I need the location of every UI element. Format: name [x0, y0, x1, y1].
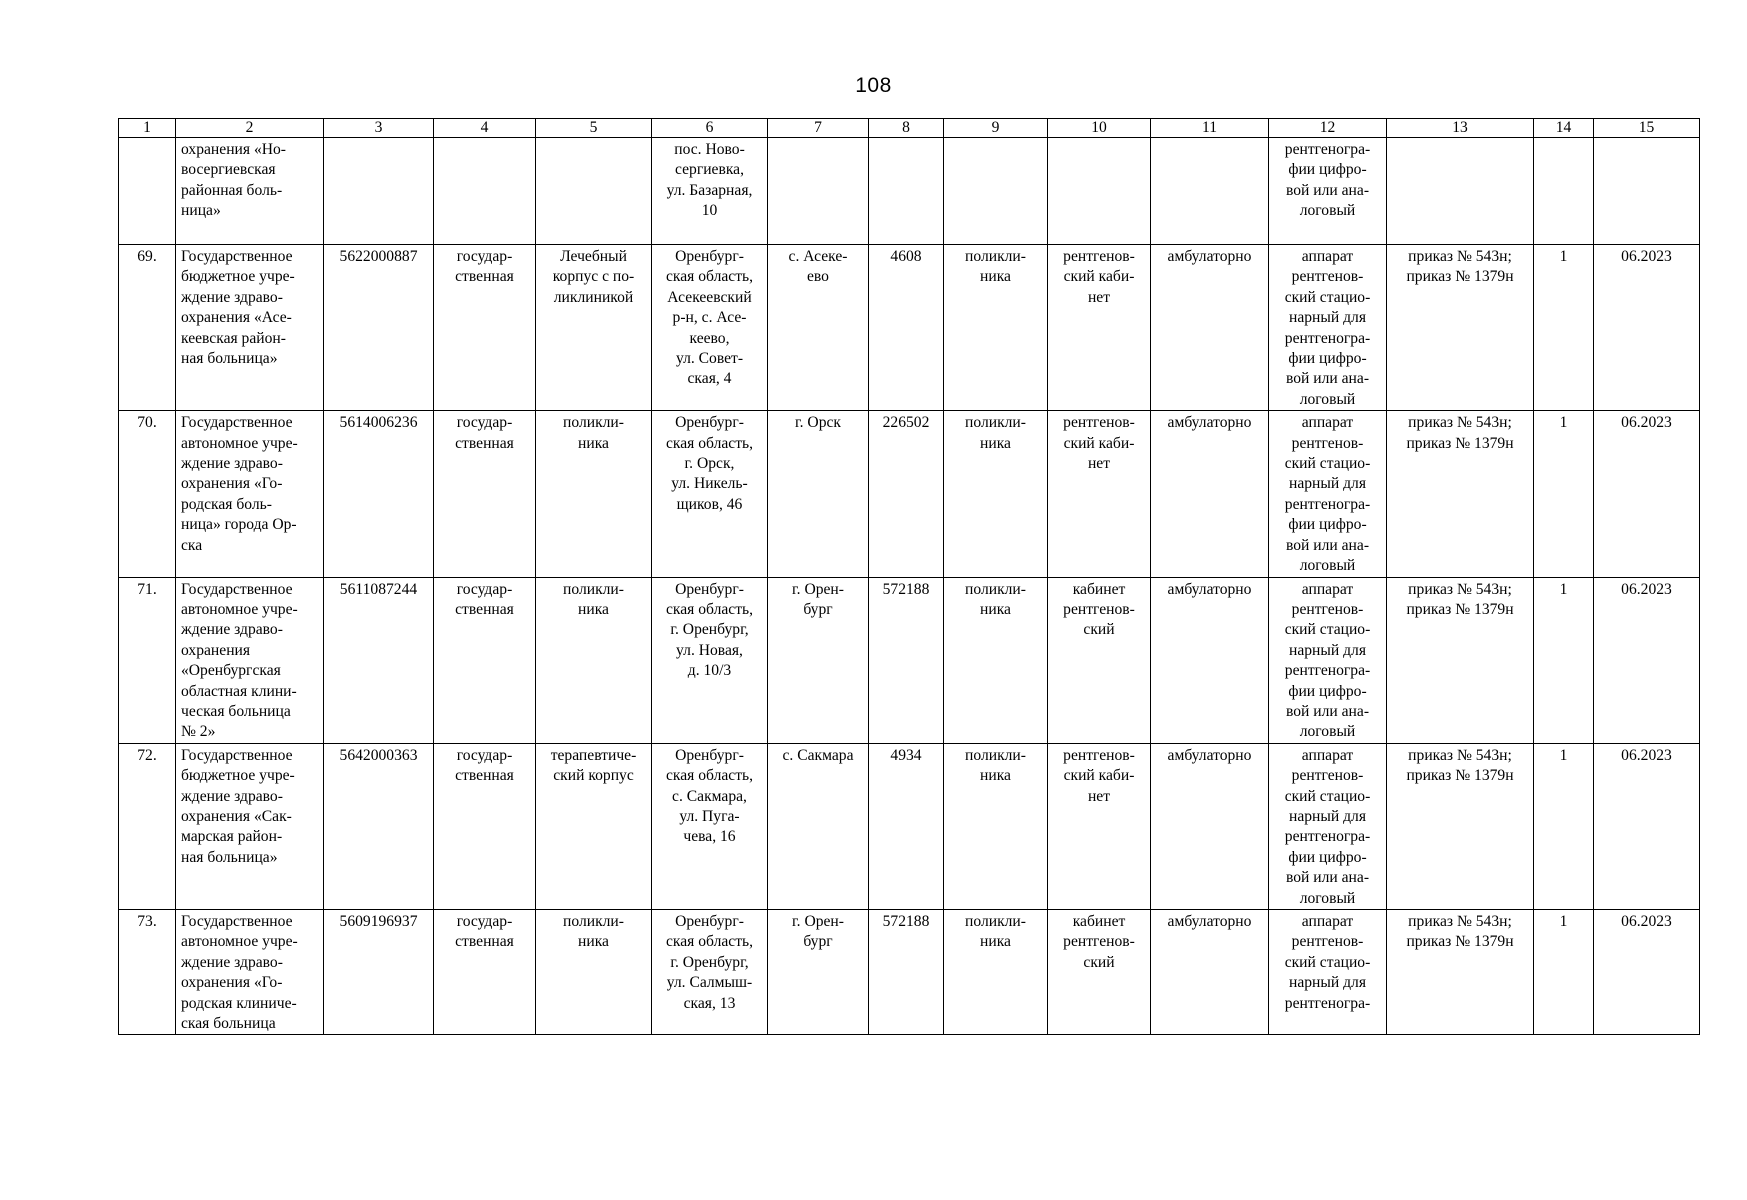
equipment-table: [118, 118, 1700, 1035]
cell-building: терапевтиче- ский корпус: [536, 743, 652, 909]
cell-num: 73.: [119, 910, 176, 1035]
cell-order: приказ № 543н; приказ № 1379н: [1387, 577, 1534, 743]
cell-empty: [768, 138, 869, 245]
column-header: 2: [176, 119, 324, 138]
cell-num: [119, 138, 176, 245]
cell-empty: [536, 138, 652, 245]
cell-org: Государственное автономное учре- ждение здраво- охранения «Го- родская боль- ница» города Ор- ска: [176, 411, 324, 577]
cell-equipment: аппарат рентгенов- ский стацио- нарный для рентгеногра-: [1269, 910, 1387, 1035]
cell-qty: 1: [1534, 411, 1594, 577]
column-header: 6: [652, 119, 768, 138]
table-row: [119, 245, 1700, 411]
cell-empty: [1048, 138, 1151, 245]
cell-empty: [324, 138, 434, 245]
cell-building: поликли- ника: [536, 411, 652, 577]
column-header: 12: [1269, 119, 1387, 138]
cell-mode: амбулаторно: [1151, 245, 1269, 411]
column-header: 14: [1534, 119, 1594, 138]
cell-population: 572188: [869, 910, 944, 1035]
cell-unit: поликли- ника: [944, 910, 1048, 1035]
cell-num: 72.: [119, 743, 176, 909]
cell-num: 70.: [119, 411, 176, 577]
cell-qty: 1: [1534, 910, 1594, 1035]
column-header: 9: [944, 119, 1048, 138]
column-header: 10: [1048, 119, 1151, 138]
table-row: [119, 411, 1700, 577]
cell-ownership: государ- ственная: [434, 245, 536, 411]
cell-qty: 1: [1534, 743, 1594, 909]
cell-date: 06.2023: [1594, 245, 1700, 411]
cell-inn: 5642000363: [324, 743, 434, 909]
cell-empty: [1387, 138, 1534, 245]
cell-empty: [434, 138, 536, 245]
cell-mode: амбулаторно: [1151, 577, 1269, 743]
cell-empty: [1534, 138, 1594, 245]
cell-order: приказ № 543н; приказ № 1379н: [1387, 743, 1534, 909]
cell-ownership: государ- ственная: [434, 910, 536, 1035]
cell-address: Оренбург- ская область, г. Оренбург, ул. Новая, д. 10/3: [652, 577, 768, 743]
cell-mode: амбулаторно: [1151, 743, 1269, 909]
cell-date: 06.2023: [1594, 910, 1700, 1035]
cell-equipment: аппарат рентгенов- ский стацио- нарный для рентгеногра- фии цифро- вой или ана- логовый: [1269, 743, 1387, 909]
cell-empty: [869, 138, 944, 245]
cell-locality: г. Орен- бург: [768, 577, 869, 743]
cell-unit: поликли- ника: [944, 411, 1048, 577]
cell-inn: 5622000887: [324, 245, 434, 411]
cell-equipment: аппарат рентгенов- ский стацио- нарный для рентгеногра- фии цифро- вой или ана- логовый: [1269, 245, 1387, 411]
cell-empty: [1151, 138, 1269, 245]
column-header: 4: [434, 119, 536, 138]
cell-org: Государственное бюджетное учре- ждение здраво- охранения «Сак- марская район- ная больница»: [176, 743, 324, 909]
cell-qty: 1: [1534, 577, 1594, 743]
cell-org: охранения «Но- восергиевская районная боль- ница»: [176, 138, 324, 245]
cell-date: 06.2023: [1594, 577, 1700, 743]
cell-room: кабинет рентгенов- ский: [1048, 910, 1151, 1035]
column-header: 3: [324, 119, 434, 138]
cell-date: 06.2023: [1594, 411, 1700, 577]
cell-empty: [1594, 138, 1700, 245]
cell-unit: поликли- ника: [944, 245, 1048, 411]
table-row: [119, 743, 1700, 909]
cell-order: приказ № 543н; приказ № 1379н: [1387, 910, 1534, 1035]
cell-address: Оренбург- ская область, г. Оренбург, ул. Салмыш- ская, 13: [652, 910, 768, 1035]
cell-room: рентгенов- ский каби- нет: [1048, 245, 1151, 411]
cell-inn: 5611087244: [324, 577, 434, 743]
cell-equipment: аппарат рентгенов- ский стацио- нарный для рентгеногра- фии цифро- вой или ана- логовый: [1269, 577, 1387, 743]
cell-population: 4608: [869, 245, 944, 411]
cell-ownership: государ- ственная: [434, 411, 536, 577]
column-header: 5: [536, 119, 652, 138]
cell-mode: амбулаторно: [1151, 910, 1269, 1035]
cell-date: 06.2023: [1594, 743, 1700, 909]
cell-room: рентгенов- ский каби- нет: [1048, 411, 1151, 577]
cell-address: Оренбург- ская область, г. Орск, ул. Никель- щиков, 46: [652, 411, 768, 577]
column-header: 15: [1594, 119, 1700, 138]
column-header: 11: [1151, 119, 1269, 138]
cell-address: пос. Ново- сергиевка, ул. Базарная, 10: [652, 138, 768, 245]
cell-unit: поликли- ника: [944, 743, 1048, 909]
header-row: [119, 119, 1700, 138]
cell-population: 226502: [869, 411, 944, 577]
table-row: [119, 577, 1700, 743]
cell-locality: с. Асеке- ево: [768, 245, 869, 411]
cell-address: Оренбург- ская область, с. Сакмара, ул. Пуга- чева, 16: [652, 743, 768, 909]
cell-inn: 5609196937: [324, 910, 434, 1035]
cell-order: приказ № 543н; приказ № 1379н: [1387, 245, 1534, 411]
column-header: 8: [869, 119, 944, 138]
page-number: 108: [855, 74, 892, 97]
table-row: [119, 910, 1700, 1035]
cell-population: 572188: [869, 577, 944, 743]
cell-ownership: государ- ственная: [434, 743, 536, 909]
cell-equipment: аппарат рентгенов- ский стацио- нарный для рентгеногра- фии цифро- вой или ана- логовый: [1269, 411, 1387, 577]
cell-locality: г. Орск: [768, 411, 869, 577]
cell-building: поликли- ника: [536, 577, 652, 743]
cell-mode: амбулаторно: [1151, 411, 1269, 577]
cell-org: Государственное бюджетное учре- ждение здраво- охранения «Асе- кеевская район- ная больница»: [176, 245, 324, 411]
cell-room: кабинет рентгенов- ский: [1048, 577, 1151, 743]
column-header: 13: [1387, 119, 1534, 138]
cell-locality: с. Сакмара: [768, 743, 869, 909]
column-header: 7: [768, 119, 869, 138]
cell-ownership: государ- ственная: [434, 577, 536, 743]
cell-order: приказ № 543н; приказ № 1379н: [1387, 411, 1534, 577]
cell-num: 69.: [119, 245, 176, 411]
cell-building: поликли- ника: [536, 910, 652, 1035]
continuation-row: [119, 138, 1700, 245]
cell-unit: поликли- ника: [944, 577, 1048, 743]
cell-locality: г. Орен- бург: [768, 910, 869, 1035]
cell-qty: 1: [1534, 245, 1594, 411]
cell-address: Оренбург- ская область, Асекеевский р-н, с. Асе- кеево, ул. Совет- ская, 4: [652, 245, 768, 411]
cell-empty: [944, 138, 1048, 245]
cell-equipment: рентгеногра- фии цифро- вой или ана- логовый: [1269, 138, 1387, 245]
cell-inn: 5614006236: [324, 411, 434, 577]
cell-org: Государственное автономное учре- ждение здраво- охранения «Го- родская клиниче- ская больница: [176, 910, 324, 1035]
column-header: 1: [119, 119, 176, 138]
cell-room: рентгенов- ский каби- нет: [1048, 743, 1151, 909]
cell-org: Государственное автономное учре- ждение здраво- охранения «Оренбургская областная клини- ческая больница № 2»: [176, 577, 324, 743]
cell-num: 71.: [119, 577, 176, 743]
cell-population: 4934: [869, 743, 944, 909]
cell-building: Лечебный корпус с по- ликлиникой: [536, 245, 652, 411]
